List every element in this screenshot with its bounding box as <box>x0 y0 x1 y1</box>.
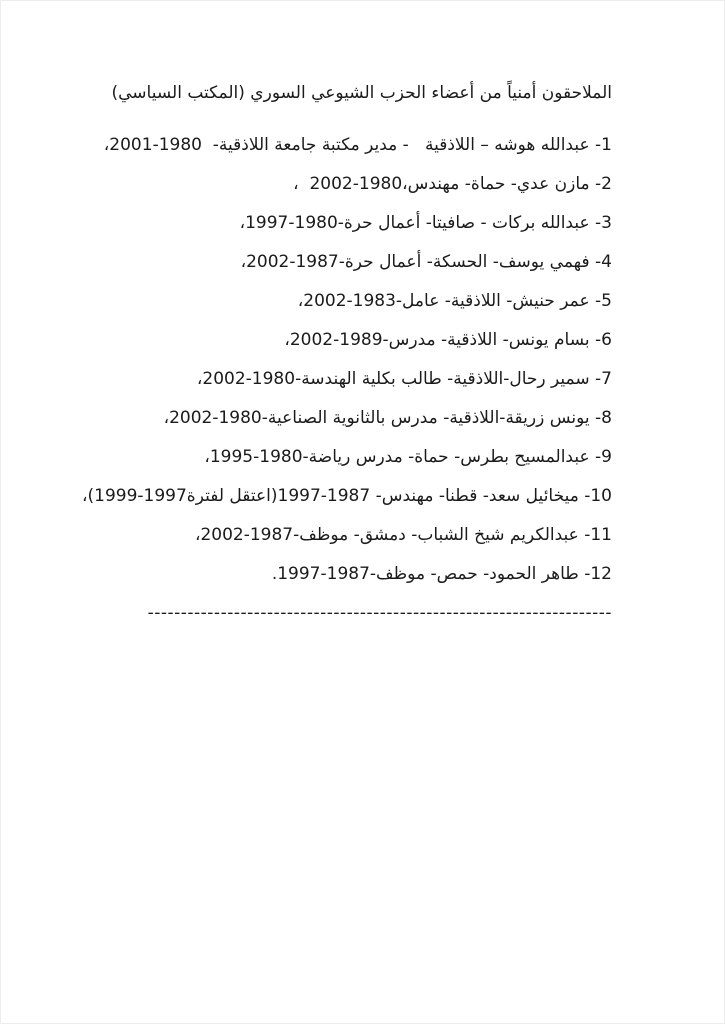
list-item: 3- عبدالله بركات - صافيتا- أعمال حرة-1980‏-‏1997، <box>239 213 612 233</box>
list-item: 11- عبدالكريم شيخ الشباب- دمشق- موظف-1987‏-‏2002، <box>194 525 612 545</box>
list-item: 9- عبدالمسيح بطرس- حماة- مدرس رياضة-1980‏-‏1995، <box>204 447 612 467</box>
list-item: 4- فهمي يوسف- الحسكة- أعمال حرة-1987‏-‏2002، <box>240 252 612 272</box>
list-item: 5- عمر حنيش- اللاذقية- عامل-1983‏-‏2002، <box>297 291 612 311</box>
divider-line: ---------------------------------------------------------------------- <box>147 603 612 623</box>
document-title: الملاحقون أمنياً من أعضاء الحزب الشيوعي السوري (المكتب السياسي) <box>111 83 612 103</box>
list-item: 1- عبدالله هوشه – اللاذقية - مدير مكتبة جامعة اللاذقية- 1980‏-‏2001، <box>103 135 612 155</box>
document-content <box>1 1 724 633</box>
list-item: 7- سمير رحال-اللاذقية- طالب بكلية الهندسة-1980‏-‏2002، <box>196 369 612 389</box>
list-item: 2- مازن عدي- حماة- مهندس،1980‏-‏2002 ، <box>293 174 612 194</box>
list-item: 6- بسام يونس- اللاذقية- مدرس-1989‏-‏2002، <box>284 330 612 350</box>
list-item: 12- طاهر الحمود- حمص- موظف-1987‏-‏1997. <box>271 564 612 584</box>
list-item: 8- يونس زريقة-اللاذقية- مدرس بالثانوية الصناعية-1980‏-‏2002، <box>163 408 612 428</box>
list-item: 10- ميخائيل سعد- قطنا- مهندس- 1987‏-‏1997(اعتقل لفترة1997‏-‏1999)، <box>82 486 612 506</box>
